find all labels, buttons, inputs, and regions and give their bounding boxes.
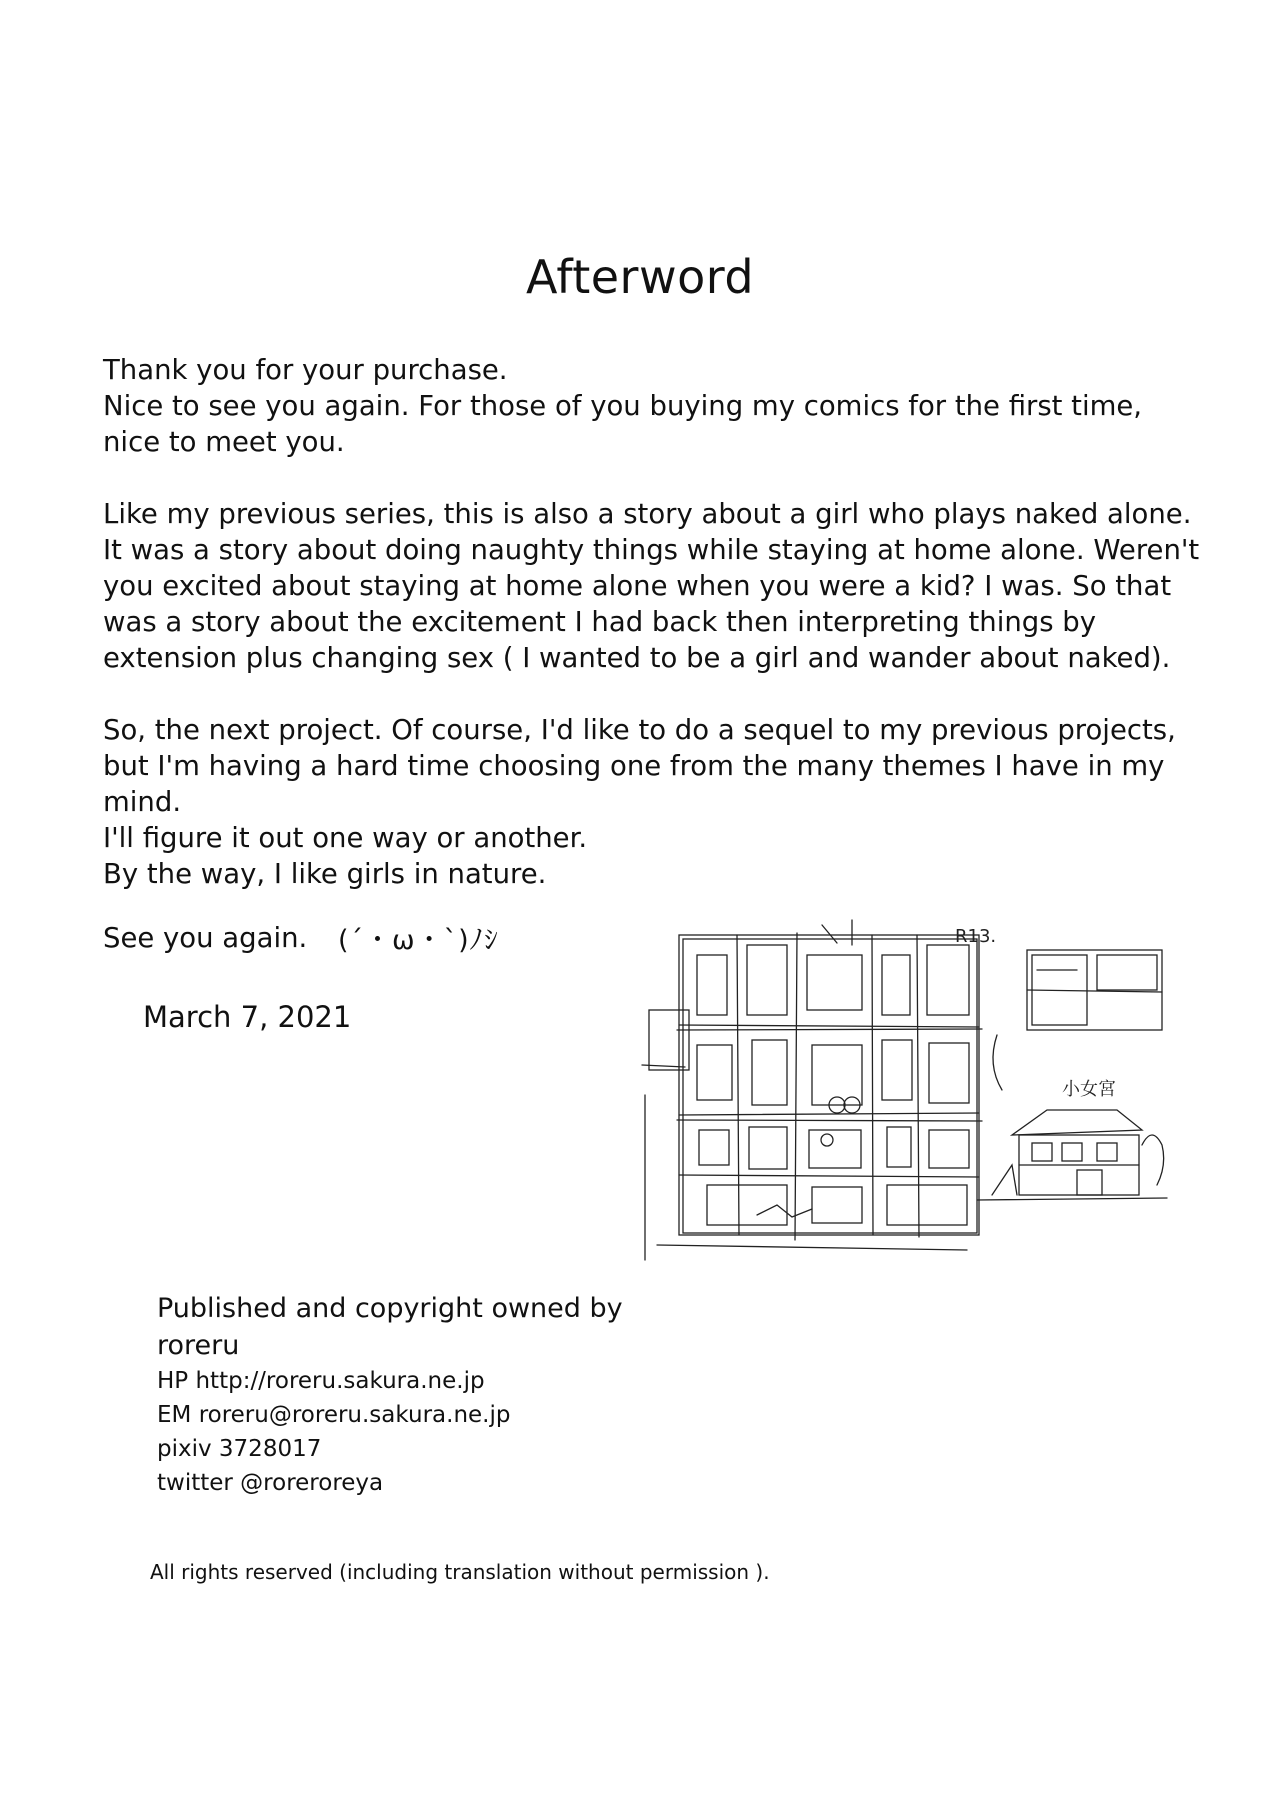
- sketch-note: R13.: [955, 926, 997, 947]
- signoff: See you again.: [103, 922, 308, 954]
- text-line: Thank you for your purchase.: [103, 354, 508, 386]
- paragraph: [103, 352, 1193, 460]
- text-line: I'll figure it out one way or another.: [103, 822, 588, 854]
- page-title: Afterword: [525, 250, 755, 304]
- date: March 7, 2021: [143, 1000, 352, 1034]
- text-line: nice to meet you.: [103, 426, 345, 458]
- text-line: mind.: [103, 786, 182, 818]
- text-line: It was a story about doing naughty things while staying at home alone. Weren't: [103, 534, 1200, 566]
- paragraph: [103, 496, 1200, 676]
- text-line: Nice to see you again. For those of you buying my comics for the first time,: [103, 390, 1143, 422]
- rights-notice: All rights reserved (including translation without permission ).: [150, 1560, 770, 1584]
- emoticon: (´・ω・`)ﾉｼ: [338, 925, 499, 956]
- publisher-heading: Published and copyright owned by: [157, 1293, 623, 1324]
- paragraph: [103, 712, 1193, 892]
- publisher-homepage: HP http://roreru.sakura.ne.jp: [157, 1368, 485, 1394]
- publisher-info: [157, 1290, 623, 1500]
- text-line: was a story about the excitement I had back then interpreting things by: [103, 606, 1097, 638]
- afterword-body: [103, 352, 1200, 928]
- text-line: extension plus changing sex ( I wanted to be a girl and wander about naked).: [103, 642, 1171, 674]
- text-line: you excited about staying at home alone when you were a kid? I was. So that: [103, 570, 1172, 602]
- text-line: but I'm having a hard time choosing one from the many themes I have in my: [103, 750, 1165, 782]
- house-sketch-illustration: [637, 915, 1175, 1270]
- publisher-name: roreru: [157, 1330, 240, 1361]
- text-line: By the way, I like girls in nature.: [103, 858, 547, 890]
- text-line: So, the next project. Of course, I'd like to do a sequel to my previous projects,: [103, 714, 1176, 746]
- publisher-twitter: twitter @roreroreya: [157, 1470, 384, 1496]
- publisher-email: EM roreru@roreru.sakura.ne.jp: [157, 1402, 511, 1428]
- text-line: Like my previous series, this is also a story about a girl who plays naked alone.: [103, 498, 1192, 530]
- publisher-pixiv: pixiv 3728017: [157, 1436, 322, 1462]
- sketch-note: 小女宮: [1062, 1079, 1116, 1100]
